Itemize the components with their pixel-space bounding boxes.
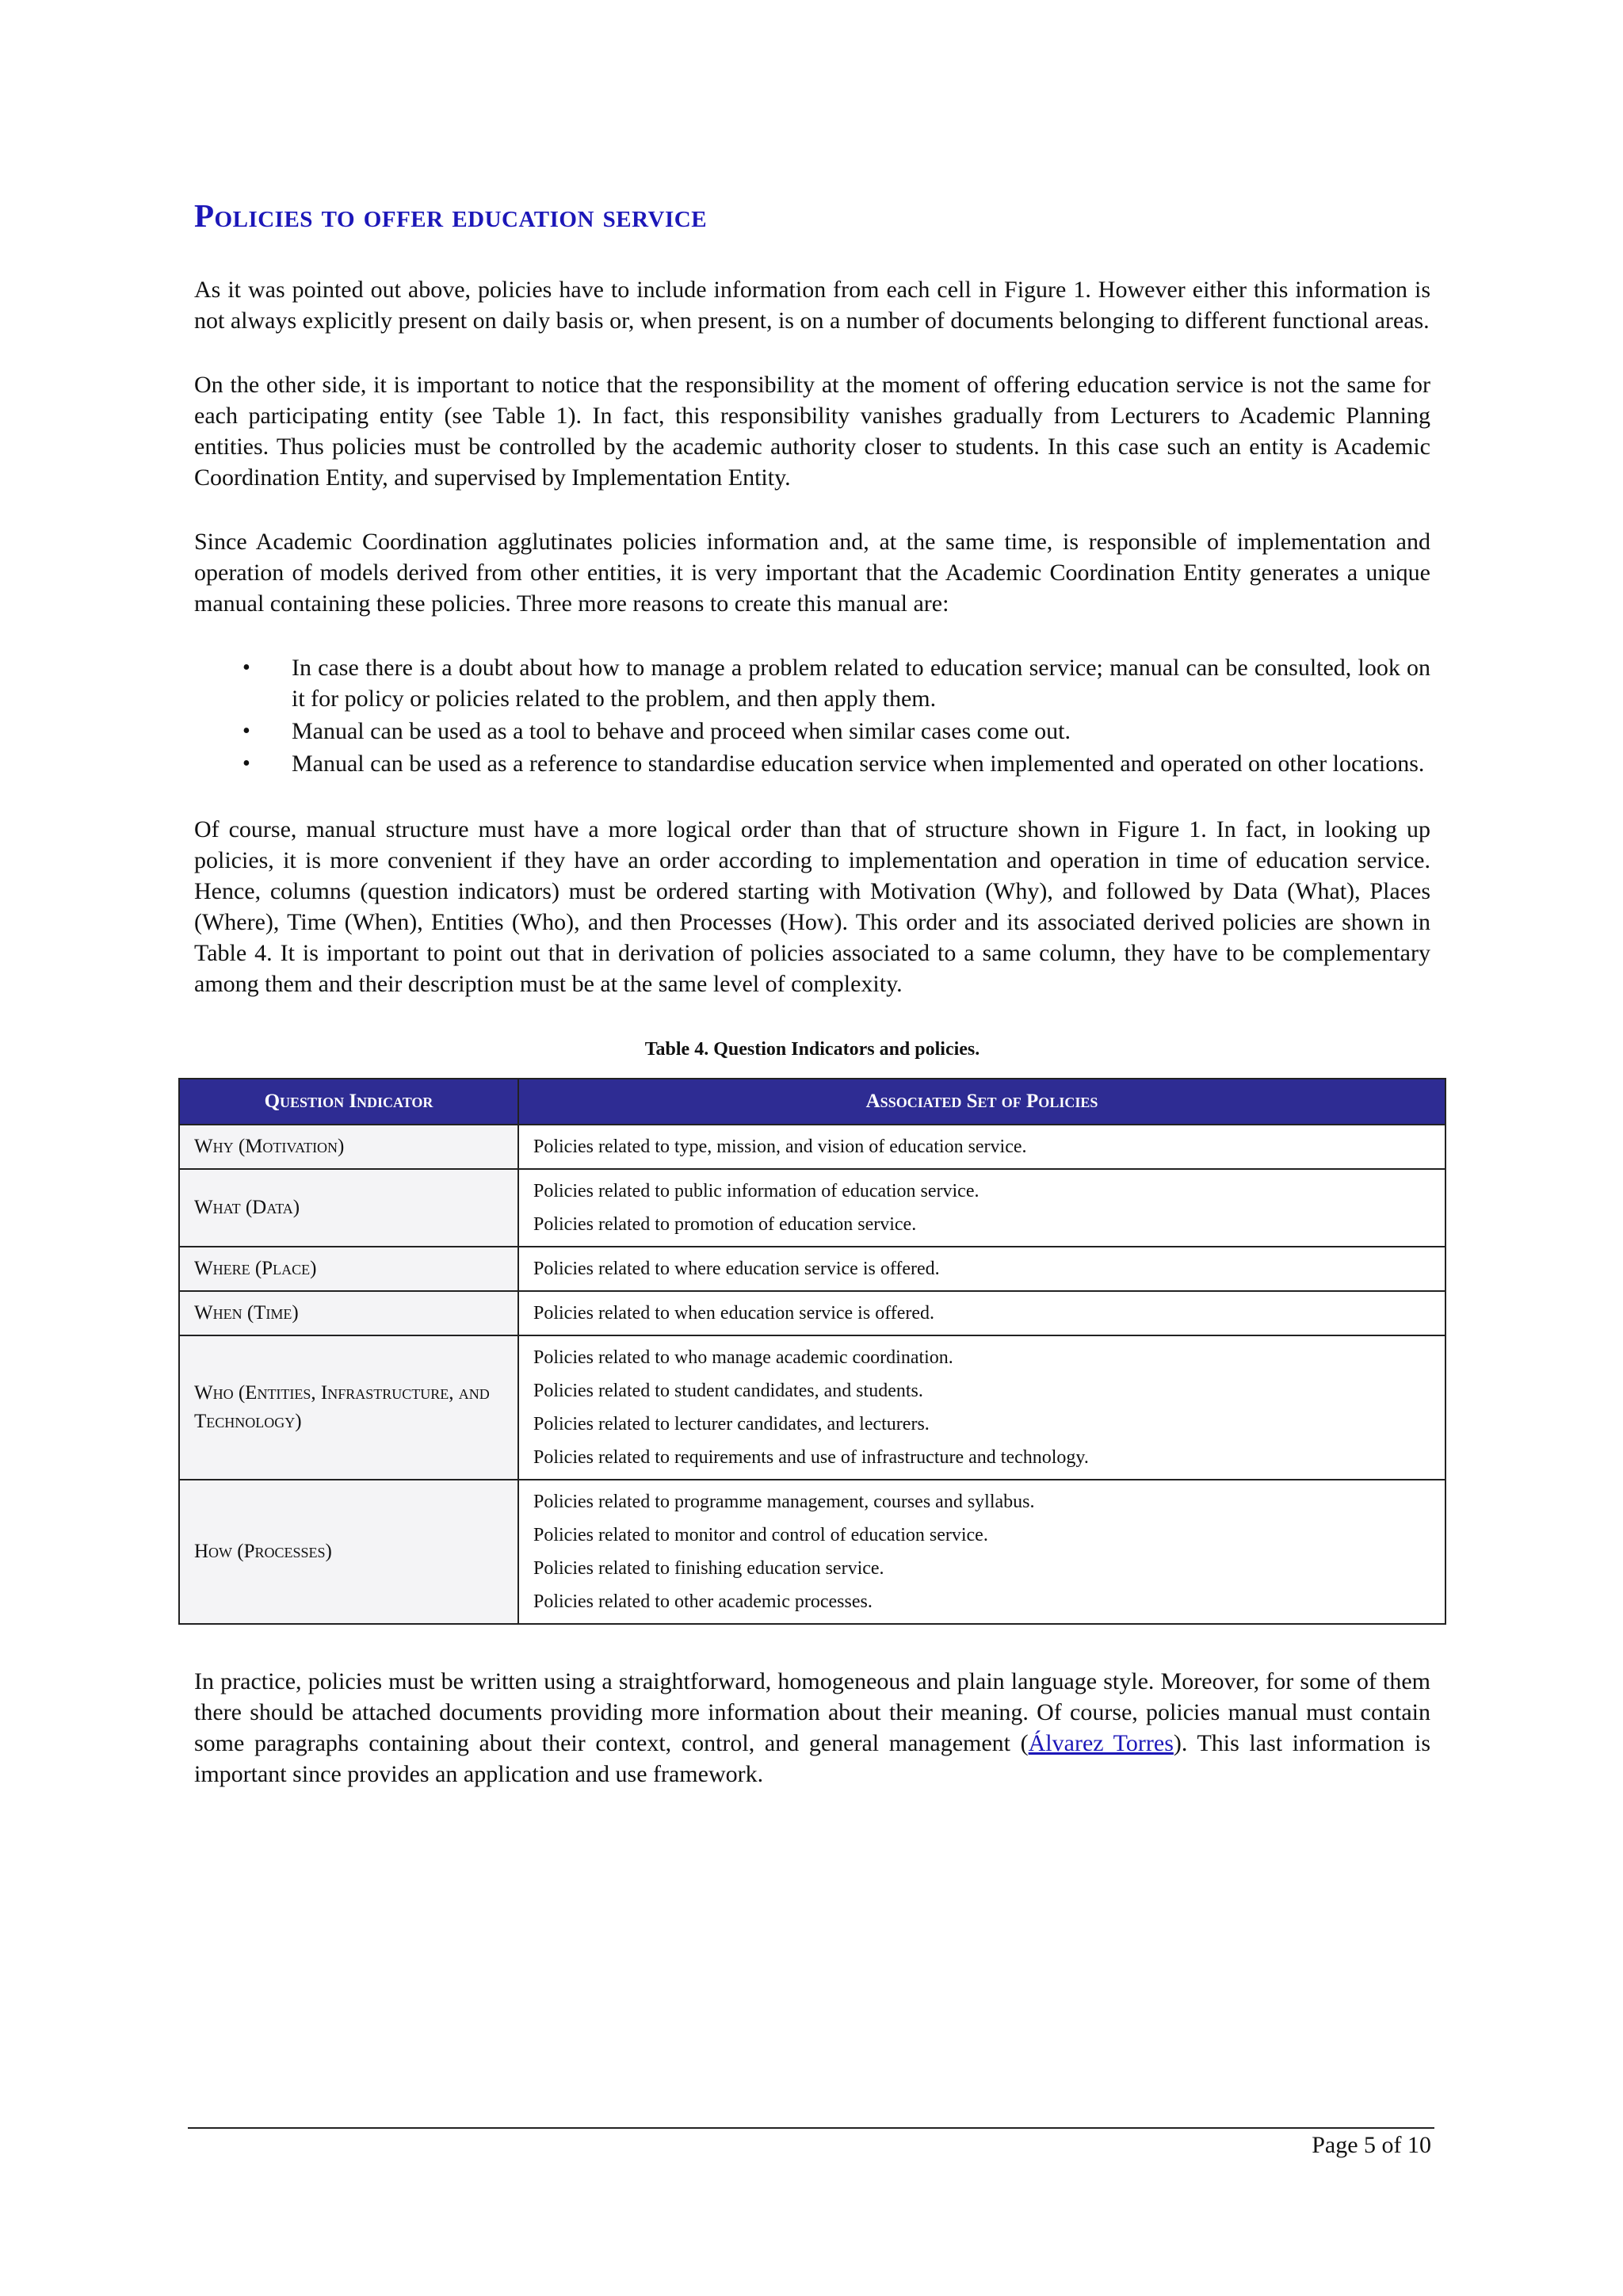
indicator-cell: Who (Entities, Infrastructure, and Technology) — [179, 1335, 518, 1480]
policies-cell — [518, 1335, 1445, 1480]
table-caption: Table 4. Question Indicators and policies. — [644, 1039, 980, 1060]
policy-item: Policies related to monitor and control of education service. — [533, 1525, 988, 1545]
policy-item: Policies related to finishing education service. — [533, 1558, 884, 1579]
paragraph-5-text-end: ). This last information is important since provides an application and use framework. — [194, 1730, 1430, 1787]
policies-cell — [518, 1480, 1445, 1624]
policies-cell — [518, 1247, 1445, 1291]
paragraph-2: On the other side, it is important to notice that the responsibility at the moment of offering education service is not the same for each participating entity (see Table 1). In fact, this responsibility vanishes gradually from Lecturers to Academic Planning entities. Thus policies must be controlled by the academic authority closer to students. In this case such an entity is Academic Coordination Entity, and supervised by Implementation Entity. — [194, 372, 1430, 491]
policy-item: Policies related to other academic processes. — [533, 1591, 873, 1612]
table-row — [179, 1247, 1445, 1291]
indicator-cell: Why (Motivation) — [179, 1125, 518, 1169]
reference-link[interactable]: Álvarez Torres — [1028, 1730, 1174, 1756]
page-number: Page 5 of 10 — [1312, 2132, 1431, 2158]
section-title: Policies to offer education service — [194, 197, 708, 234]
policy-item: Policies related to where education service is offered. — [533, 1259, 940, 1279]
list-item-text: In case there is a doubt about how to manage a problem related to education service; manual can be consulted, look on it for policy or policies related to the problem, and then apply them. — [292, 655, 1430, 712]
table-row — [179, 1480, 1445, 1624]
table-row — [179, 1291, 1445, 1335]
table-header-row — [179, 1079, 1445, 1125]
table-row — [179, 1335, 1445, 1480]
footer-divider — [188, 2127, 1434, 2129]
policies-cell — [518, 1125, 1445, 1169]
page-content — [194, 197, 1430, 1823]
table-row — [179, 1169, 1445, 1247]
indicator-cell: Where (Place) — [179, 1247, 518, 1291]
paragraph-1: As it was pointed out above, policies have to include information from each cell in Figure 1. However either this information is not always explicitly present on daily basis or, when present, is on a number of documents belonging to different functional areas. — [194, 277, 1430, 334]
policy-item: Policies related to when education service is offered. — [533, 1303, 935, 1324]
list-item — [242, 652, 1430, 714]
policies-cell — [518, 1291, 1445, 1335]
list-item-text: Manual can be used as a reference to standardise education service when implemented and operated on other locations. — [292, 751, 1425, 777]
bullet-icon: • — [242, 719, 250, 743]
policy-item: Policies related to programme management, courses and syllabus. — [533, 1492, 1035, 1512]
paragraph-5 — [194, 1666, 1430, 1790]
list-item — [242, 716, 1430, 747]
policy-item: Policies related to type, mission, and vision of education service. — [533, 1137, 1027, 1157]
paragraph-4: Of course, manual structure must have a more logical order than that of structure shown in Figure 1. In fact, in looking up policies, it is more convenient if they have an order according to implementation and operation in time of education service. Hence, columns (question indicators) must be ordered starting with Motivation (Why), and followed by Data (What), Places (Where), Time (When), Entities (Who), and then Processes (How). This order and its associated derived policies are shown in Table 4. It is important to point out that in derivation of policies associated to a same column, they have to be complementary among them and their description must be at the same level of complexity. — [194, 816, 1430, 997]
indicator-cell: How (Processes) — [179, 1480, 518, 1624]
bullet-icon: • — [242, 655, 250, 680]
policies-cell — [518, 1169, 1445, 1247]
policy-item: Policies related to promotion of education service. — [533, 1214, 917, 1235]
policy-item: Policies related to requirements and use of infrastructure and technology. — [533, 1447, 1089, 1468]
policy-item: Policies related to who manage academic coordination. — [533, 1347, 953, 1368]
bullet-icon: • — [242, 751, 250, 776]
policy-item: Policies related to lecturer candidates, and lecturers. — [533, 1414, 930, 1435]
list-item — [242, 748, 1430, 779]
table-row — [179, 1125, 1445, 1169]
header-question-indicator: Question Indicator — [179, 1079, 518, 1125]
indicator-cell: When (Time) — [179, 1291, 518, 1335]
policies-table — [178, 1078, 1446, 1625]
policy-item: Policies related to public information of education service. — [533, 1181, 980, 1201]
reasons-list — [194, 652, 1430, 779]
policy-item: Policies related to student candidates, and students. — [533, 1381, 923, 1401]
paragraph-5-text-start: In practice, policies must be written using a straightforward, homogeneous and plain language style. Moreover, for some of them there should be attached documents providing more information about their meaning. Of course, policies manual must contain some paragraphs containing about their context, control, and general management ( — [194, 1668, 1430, 1756]
list-item-text: Manual can be used as a tool to behave and proceed when similar cases come out. — [292, 718, 1071, 744]
header-associated-policies: Associated Set of Policies — [518, 1079, 1445, 1125]
paragraph-3: Since Academic Coordination agglutinates policies information and, at the same time, is responsible of implementation and operation of models derived from other entities, it is very important that the Academic Coordination Entity generates a unique manual containing these policies. Three more reasons to create this manual are: — [194, 529, 1430, 617]
indicator-cell: What (Data) — [179, 1169, 518, 1247]
